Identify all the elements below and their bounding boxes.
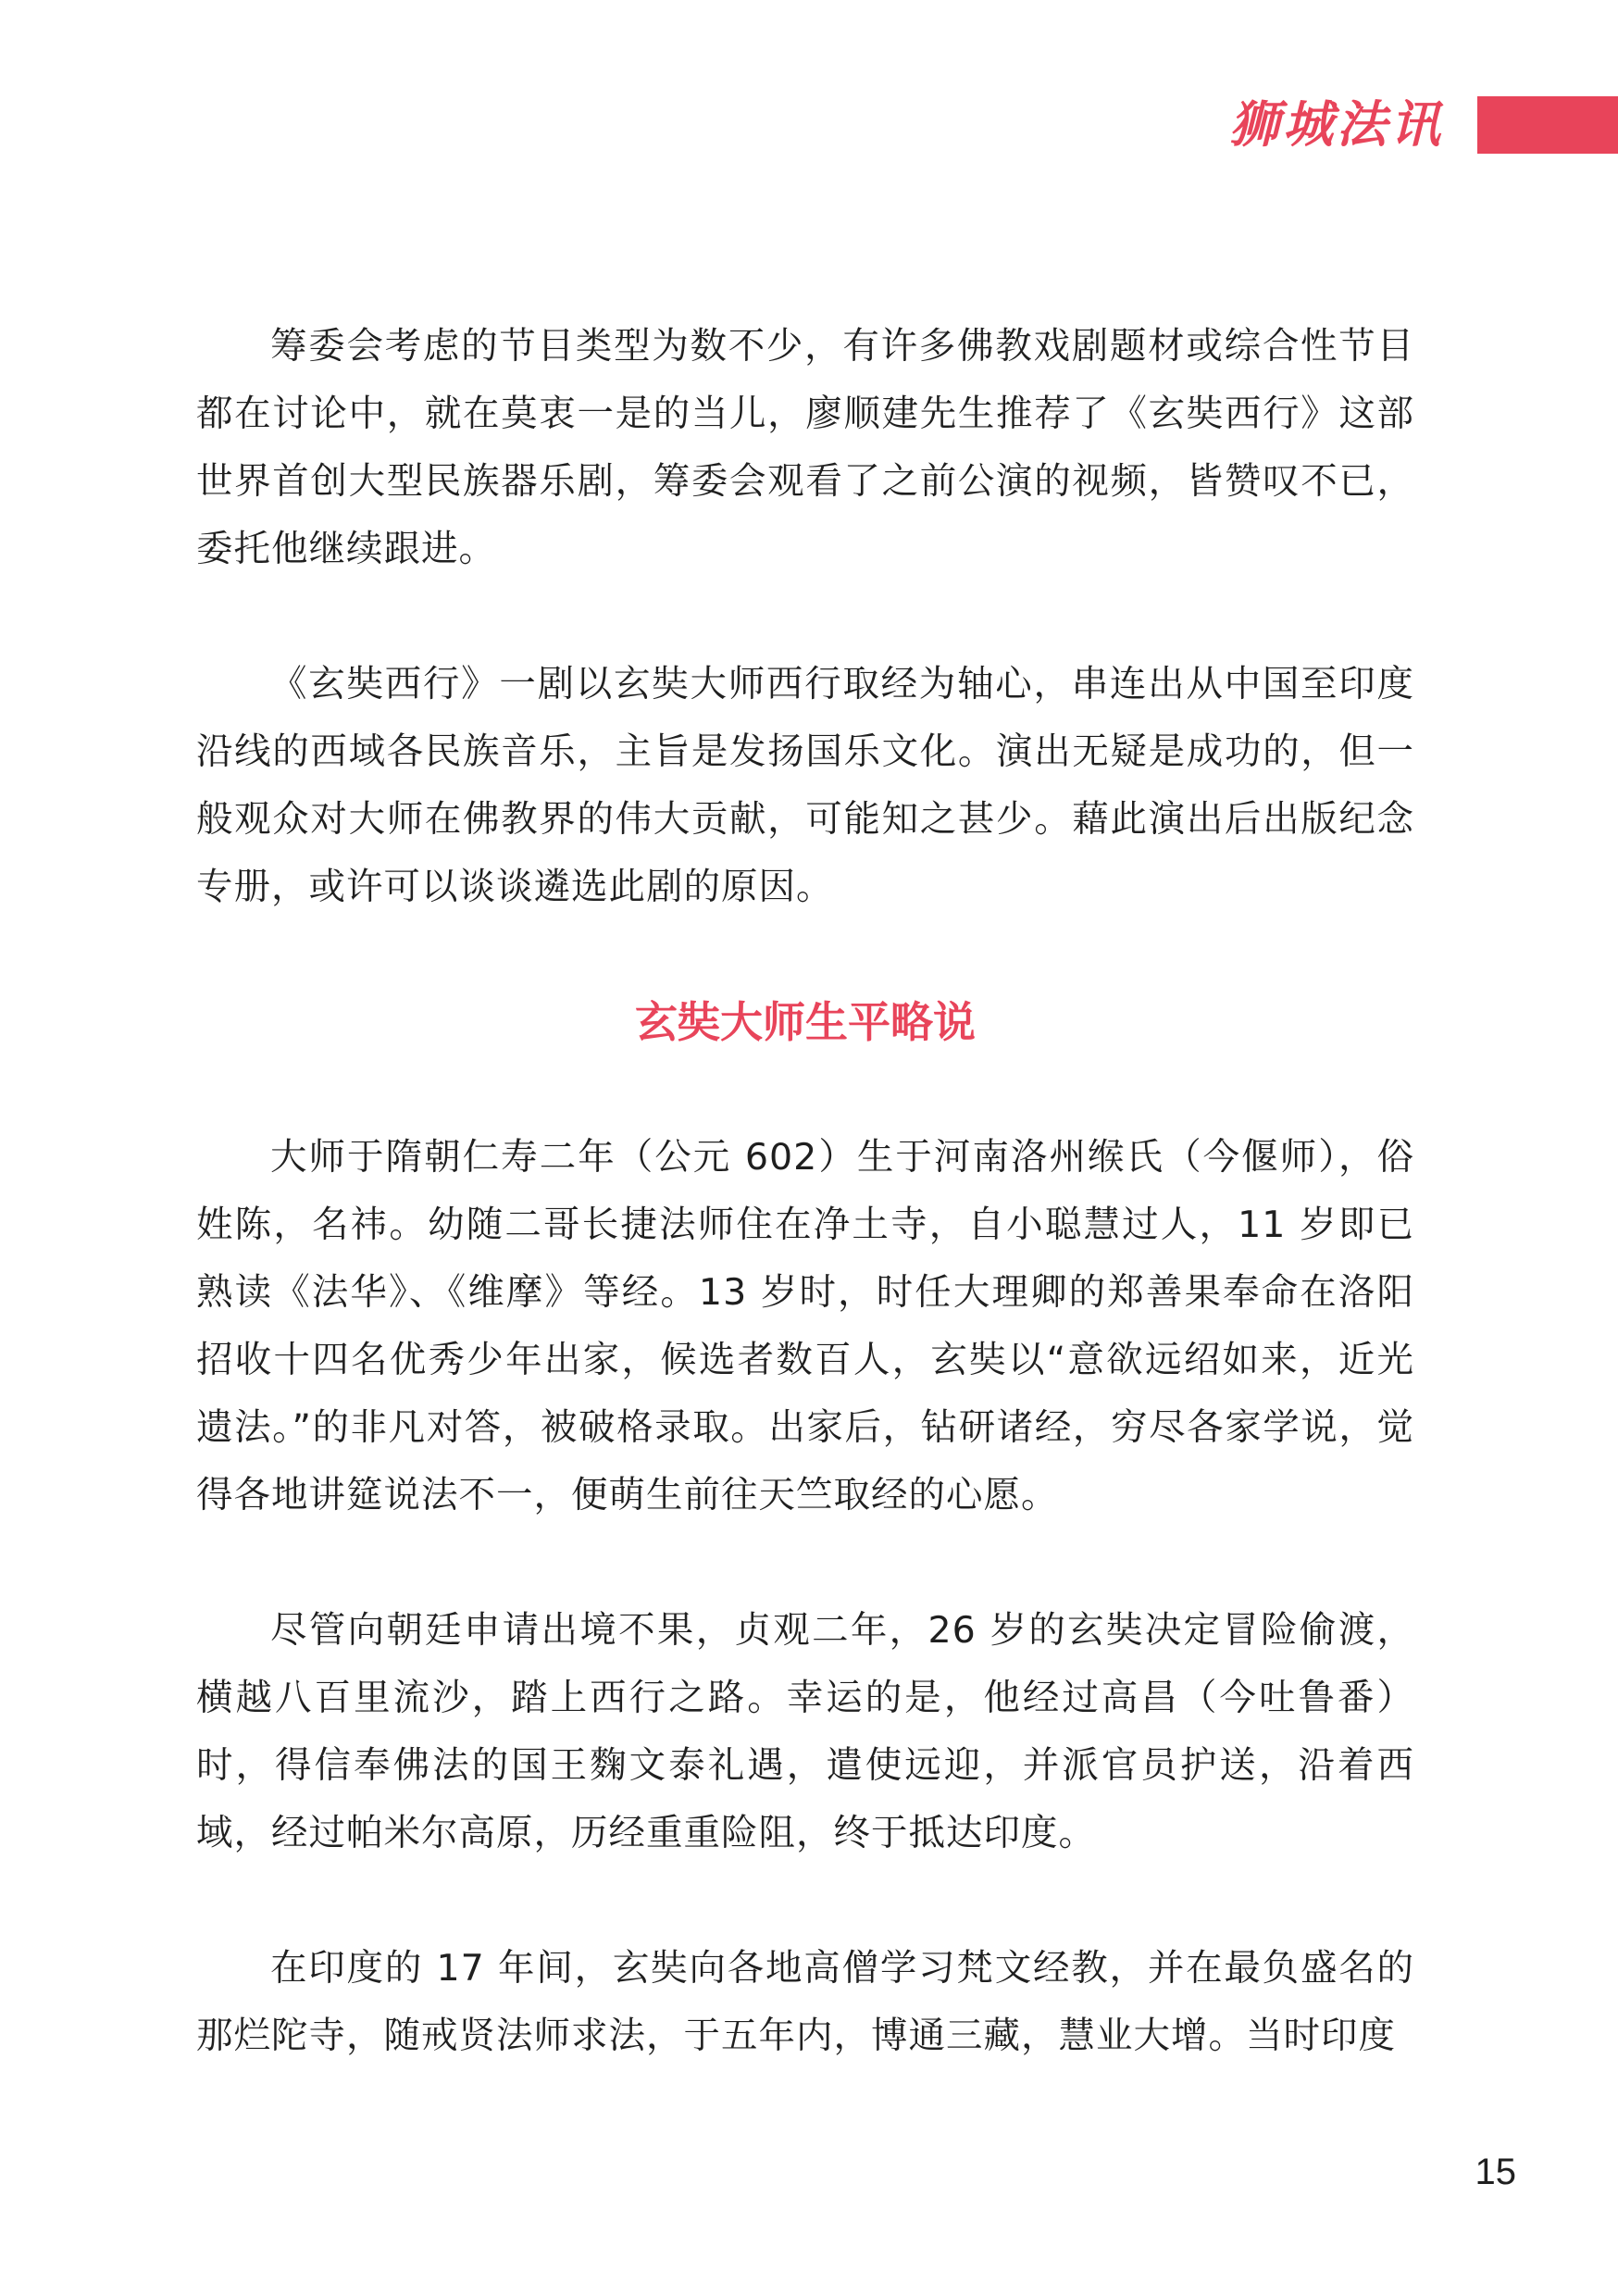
masthead <box>1229 96 1618 154</box>
article-body <box>196 313 1414 2138</box>
paragraph: 筹委会考虑的节目类型为数不少，有许多佛教戏剧题材或综合性节目都在讨论中，就在莫衷一是的当儿，廖顺建先生推荐了《玄奘西行》这部世界首创大型民族器乐剧，筹委会观看了之前公演的视频，皆赞叹不已，委托他继续跟进。 <box>196 325 1414 570</box>
section-heading: 玄奘大师生平略说 <box>635 997 976 1047</box>
paragraph: 《玄奘西行》一剧以玄奘大师西行取经为轴心，串连出从中国至印度沿线的西域各民族音乐，主旨是发扬国乐文化。演出无疑是成功的，但一般观众对大师在佛教界的伟大贡献，可能知之甚少。藉此演出后出版纪念专册，或许可以谈谈遴选此剧的原因。 <box>196 663 1414 908</box>
paragraph: 尽管向朝廷申请出境不果，贞观二年，26 岁的玄奘决定冒险偷渡，横越八百里流沙，踏上西行之路。幸运的是，他经过高昌（今吐鲁番）时，得信奉佛法的国王麴文泰礼遇，遣使远迎，并派官员护送，沿着西域，经过帕米尔高原，历经重重险阻，终于抵达印度。 <box>196 1609 1414 1854</box>
paragraph: 大师于隋朝仁寿二年（公元 602）生于河南洛州缑氏（今偃师），俗姓陈，名祎。幼随二哥长捷法师住在净土寺，自小聪慧过人，11 岁即已熟读《法华》、《维摩》等经。13 岁时，时任大理卿的郑善果奉命在洛阳招收十四名优秀少年出家，候选者数百人，玄奘以“意欲远绍如来，近光遗法。”的非凡对答，被破格录取。出家后，钻研诸经，穷尽各家学说，觉得各地讲筵说法不一，便萌生前往天竺取经的心愿。 <box>196 1136 1414 1516</box>
page-number: 15 <box>1475 2152 1516 2192</box>
publication-title: 狮城法讯 <box>1229 95 1444 154</box>
paragraph: 在印度的 17 年间，玄奘向各地高僧学习梵文经教，并在最负盛名的那烂陀寺，随戒贤法师求法，于五年内，博通三藏，慧业大增。当时印度 <box>196 1947 1414 2057</box>
masthead-accent-bar <box>1477 96 1618 154</box>
